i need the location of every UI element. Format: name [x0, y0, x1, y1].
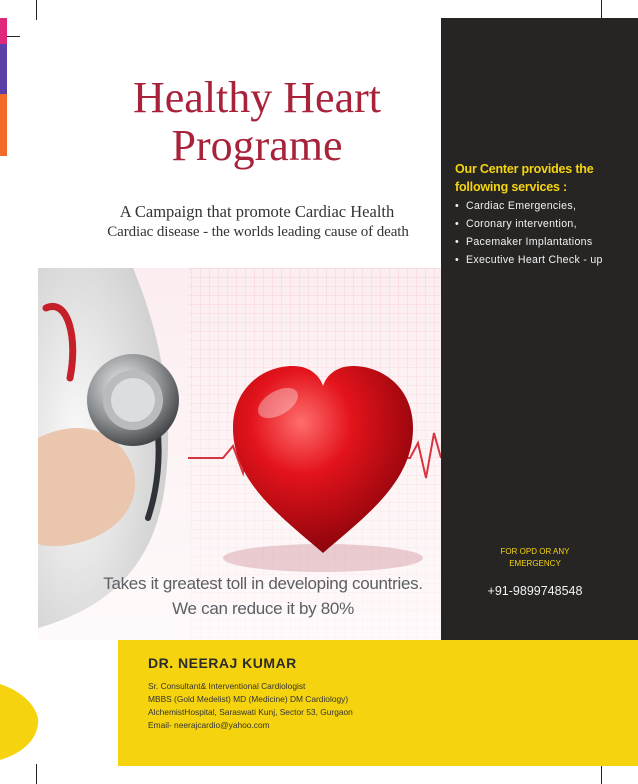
doctor-name: DR. NEERAJ KUMAR: [148, 655, 297, 671]
service-item: [455, 252, 638, 268]
service-item-label: Executive Heart Check - up: [466, 254, 603, 266]
crop-mark: [601, 0, 602, 20]
service-item-label: Pacemaker Implantations: [466, 236, 593, 248]
crop-mark: [36, 0, 37, 20]
services-heading: [455, 160, 631, 196]
bullet-icon: •: [455, 236, 460, 248]
yellow-accent-shape: [0, 684, 40, 760]
color-strip-orange: [0, 94, 7, 156]
bullet-icon: •: [455, 254, 460, 266]
emergency-line-1: FOR OPD OR ANY: [500, 547, 570, 556]
service-item: [455, 216, 638, 232]
emergency-line-2: EMERGENCY: [509, 559, 561, 568]
tagline-line-1: Takes it greatest toll in developing countries.: [103, 574, 423, 593]
page-title: [92, 74, 422, 170]
bullet-icon: •: [455, 218, 460, 230]
service-item: [455, 198, 638, 214]
tagline-line-2: We can reduce it by 80%: [172, 599, 354, 618]
crop-mark: [36, 764, 37, 784]
crop-mark: [601, 764, 602, 784]
color-strip-magenta: [0, 18, 7, 44]
emergency-phone: +91-9899748548: [487, 584, 583, 598]
bullet-icon: •: [455, 200, 460, 212]
subtitle-campaign: A Campaign that promote Cardiac Health: [119, 202, 395, 221]
subtitle-disease: Cardiac disease - the worlds leading cause of death: [107, 224, 409, 240]
services-list: [455, 198, 638, 270]
doctor-address-line: AlchemistHospital, Saraswati Kunj, Sector 53, Gurgaon: [148, 707, 353, 717]
services-heading-line-1: Our Center provides the: [455, 162, 594, 176]
doctor-email-link[interactable]: Email- neerajcardio@yahoo.com: [148, 720, 270, 730]
doctor-credential-line: Sr. Consultant& Interventional Cardiologist: [148, 681, 306, 691]
color-strip-blue: [0, 44, 7, 94]
service-item-label: Coronary intervention,: [466, 218, 577, 230]
title-line-2: Programe: [171, 121, 343, 170]
emergency-label: [470, 546, 600, 570]
doctor-credential-line: MBBS (Gold Medelist) MD (Medicine) DM Cardiology): [148, 694, 349, 704]
services-heading-line-2: following services :: [455, 180, 568, 194]
service-item-label: Cardiac Emergencies,: [466, 200, 577, 212]
title-line-1: Healthy Heart: [133, 73, 381, 122]
service-item: [455, 234, 638, 250]
